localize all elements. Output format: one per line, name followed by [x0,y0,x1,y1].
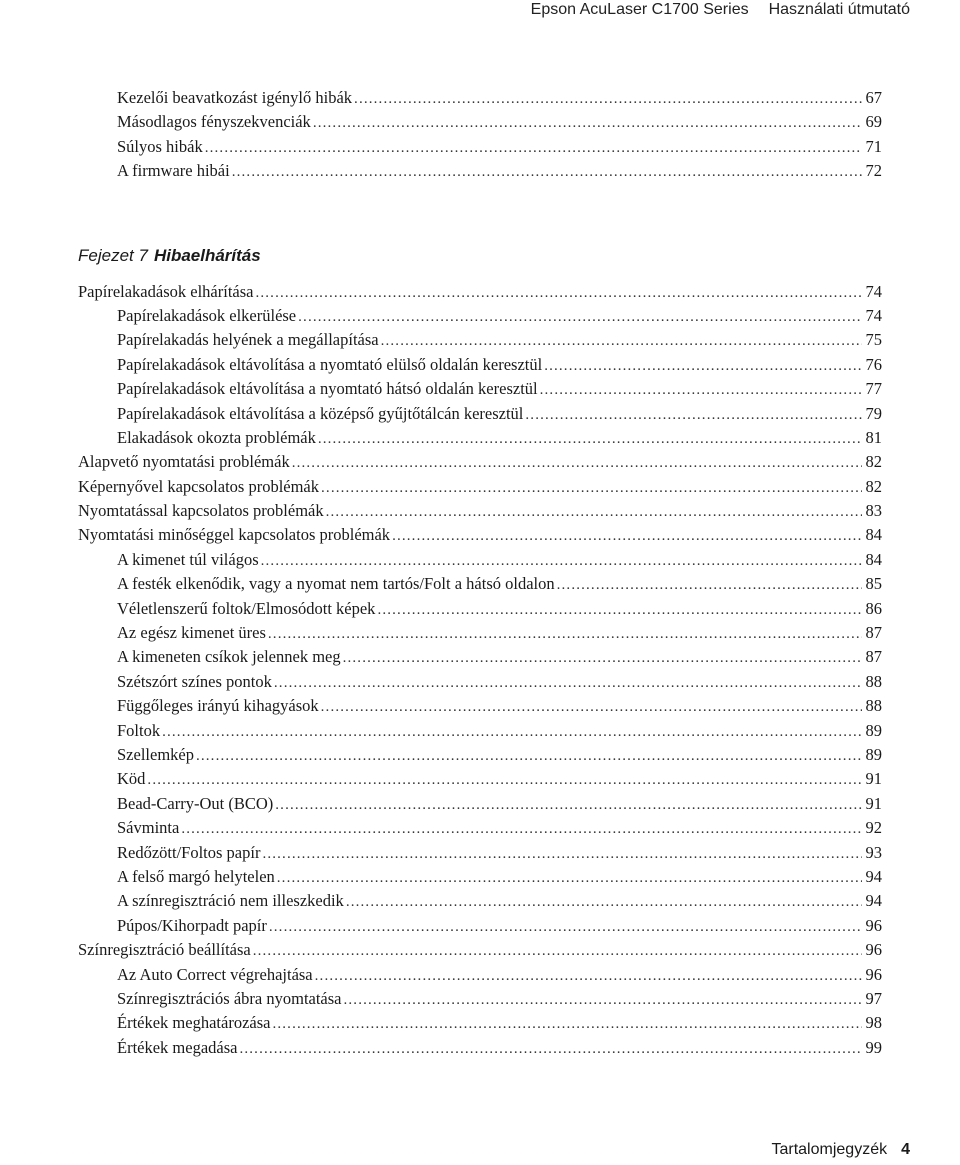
toc-entry-title: Értékek meghatározása [117,1013,271,1033]
toc-page-number: 69 [865,112,882,132]
toc-entry-title: A felső margó helytelen [117,866,275,886]
toc-page-number: 94 [865,891,882,911]
toc-dot-leader [544,354,862,378]
toc-subsection-entry[interactable] [0,304,960,328]
toc-page-number: 75 [865,330,882,350]
page-footer [771,1141,910,1159]
toc-dot-leader [392,524,862,548]
toc-entry-title: Köd [117,769,146,789]
toc-section-entry[interactable] [0,938,960,962]
toc-page-number: 72 [865,161,882,181]
toc-entry-title: Alapvető nyomtatási problémák [78,452,290,472]
toc-page-number: 83 [865,501,882,521]
toc-entry-title: Súlyos hibák [117,136,203,156]
toc-dot-leader [318,427,862,451]
toc-subsection-entry[interactable] [0,719,960,743]
toc-subsection-entry[interactable] [0,328,960,352]
toc-subsection-entry[interactable] [0,865,960,889]
toc-dot-leader [262,842,862,866]
toc-subsection-entry[interactable] [0,426,960,450]
chapter-title: Hibaelhárítás [153,245,261,265]
toc-subsection-entry[interactable] [0,1036,960,1060]
toc-subsection-entry[interactable] [0,694,960,718]
toc-page-number: 85 [865,574,882,594]
chapter-label: Fejezet 7 [78,245,148,265]
toc-entry-title: Nyomtatással kapcsolatos problémák [78,501,324,521]
toc-page-number: 87 [865,623,882,643]
toc-entry-title: Színregisztráció beállítása [78,940,251,960]
toc-dot-leader [377,598,862,622]
header-product-name: Epson AcuLaser C1700 Series [530,1,749,18]
toc-subsection-entry[interactable] [0,816,960,840]
toc-page-number: 82 [865,476,882,496]
toc-section-entry[interactable] [0,499,960,523]
toc-dot-leader [354,87,862,111]
toc-subsection-entry[interactable] [0,597,960,621]
toc-section-entry[interactable] [0,475,960,499]
toc-entry-title: Foltok [117,720,161,740]
toc-subsection-entry[interactable] [0,353,960,377]
running-header [531,0,910,24]
toc-entry-title: Képernyővel kapcsolatos problémák [78,476,320,496]
toc-entry-title: Másodlagos fényszekvenciák [117,112,311,132]
toc-section-entry[interactable] [0,450,960,474]
toc-entry-title: Papírelakadások eltávolítása a középső gyűjtőtálcán keresztül [117,403,524,423]
toc-page-number: 89 [865,720,882,740]
toc-subsection-entry[interactable] [0,402,960,426]
toc-dot-leader [346,890,862,914]
toc-entry-title: Sávminta [117,818,180,838]
toc-page-number: 67 [865,88,882,107]
toc-page-number: 84 [865,549,882,569]
toc-dot-leader [147,768,862,792]
toc-page-number: 92 [865,818,882,838]
toc-subsection-entry[interactable] [0,548,960,572]
toc-entry-title: Kezelői beavatkozást igénylő hibák [117,88,353,107]
toc-dot-leader [292,451,862,475]
toc-page-number: 84 [865,525,882,545]
toc-dot-leader [255,281,862,305]
toc-dot-leader [277,866,862,890]
toc-dot-leader [321,695,862,719]
toc-subsection-entry[interactable] [0,377,960,401]
toc-page-number: 71 [865,136,882,156]
toc-subsection-entry[interactable] [0,767,960,791]
toc-page-number: 99 [865,1037,882,1057]
toc-entry-title: Színregisztrációs ábra nyomtatása [117,988,342,1008]
toc-entry-title: Szellemkép [117,744,194,764]
toc-dot-leader [557,573,862,597]
toc-subsection-entry[interactable] [0,743,960,767]
toc-dot-leader [315,964,862,988]
toc-dot-leader [313,111,862,135]
toc-dot-leader [162,720,862,744]
toc-page-number: 74 [865,281,882,301]
toc-dot-leader [343,646,862,670]
toc-dot-leader [196,744,862,768]
toc-subsection-entry[interactable] [0,621,960,645]
footer-page-number: 4 [901,1141,910,1158]
toc-page-number: 88 [865,696,882,716]
toc-subsection-entry[interactable] [0,963,960,987]
toc-entry-title: Papírelakadások elhárítása [78,281,254,301]
toc-chapter-heading[interactable] [0,184,960,280]
toc-page-number: 97 [865,988,882,1008]
toc-subsection-entry[interactable] [0,889,960,913]
toc-page-number: 96 [865,940,882,960]
toc-dot-leader [326,500,862,524]
toc-dot-leader [525,403,862,427]
toc-entry-title: A kimeneten csíkok jelennek meg [117,647,341,667]
toc-section-entry[interactable] [0,523,960,547]
toc-dot-leader [272,1012,862,1036]
toc-page-number: 91 [865,769,882,789]
toc-page-number: 82 [865,452,882,472]
table-of-contents [0,86,960,1060]
toc-subsection-entry[interactable] [0,841,960,865]
toc-entry-title: Függőleges irányú kihagyások [117,696,319,716]
toc-entry-title: Papírelakadás helyének a megállapítása [117,330,379,350]
toc-page-number: 88 [865,671,882,691]
toc-subsection-entry[interactable] [0,792,960,816]
toc-subsection-entry[interactable] [0,670,960,694]
toc-page-number: 98 [865,1013,882,1033]
toc-page-number: 74 [865,305,882,325]
toc-entry-title: Papírelakadások eltávolítása a nyomtató elülső oldalán keresztül [117,354,543,374]
toc-dot-leader [298,305,862,329]
toc-subsection-entry[interactable] [0,110,960,134]
toc-section-entry[interactable] [0,280,960,304]
toc-entry-title: Bead-Carry-Out (BCO) [117,793,274,813]
toc-page-number: 86 [865,598,882,618]
toc-dot-leader [274,671,862,695]
toc-subsection-entry[interactable] [0,572,960,596]
toc-dot-leader [261,549,862,573]
toc-entry-title: A kimenet túl világos [117,549,259,569]
toc-page-number: 76 [865,354,882,374]
toc-entry-title: Szétszórt színes pontok [117,671,272,691]
toc-dot-leader [181,817,862,841]
toc-subsection-entry[interactable] [0,86,960,110]
toc-page-number: 89 [865,744,882,764]
footer-section-title: Tartalomjegyzék [771,1141,888,1158]
toc-subsection-entry[interactable] [0,159,960,183]
toc-entry-title: A festék elkenődik, vagy a nyomat nem tartós/Folt a hátsó oldalon [117,574,555,594]
toc-page-number: 91 [865,793,882,813]
toc-entry-title: Értékek megadása [117,1037,238,1057]
toc-page-number: 81 [865,427,882,447]
toc-subsection-entry[interactable] [0,645,960,669]
toc-dot-leader [269,915,862,939]
toc-entry-title: Az egész kimenet üres [117,623,266,643]
toc-entry-title: Elakadások okozta problémák [117,427,316,447]
toc-entry-title: A színregisztráció nem illeszkedik [117,891,344,911]
toc-dot-leader [344,988,863,1012]
toc-page-number: 93 [865,842,882,862]
toc-page-number: 96 [865,964,882,984]
toc-dot-leader [253,939,862,963]
toc-dot-leader [321,476,862,500]
toc-entry-title: A firmware hibái [117,161,230,181]
toc-entry-title: Az Auto Correct végrehajtása [117,964,313,984]
toc-dot-leader [268,622,862,646]
toc-page-number: 87 [865,647,882,667]
toc-entry-title: Púpos/Kihorpadt papír [117,915,267,935]
toc-page-number: 77 [865,379,882,399]
toc-dot-leader [381,329,862,353]
toc-dot-leader [540,378,862,402]
toc-entry-title: Papírelakadások elkerülése [117,305,297,325]
toc-entry-title: Redőzött/Foltos papír [117,842,261,862]
toc-dot-leader [232,160,862,184]
toc-subsection-entry[interactable] [0,1011,960,1035]
toc-subsection-entry[interactable] [0,135,960,159]
toc-dot-leader [205,136,862,160]
toc-entry-title: Papírelakadások eltávolítása a nyomtató hátsó oldalán keresztül [117,379,538,399]
toc-page-number: 79 [865,403,882,423]
header-document-title: Használati útmutató [768,1,910,18]
toc-entry-title: Véletlenszerű foltok/Elmosódott képek [117,598,376,618]
toc-entry-title: Nyomtatási minőséggel kapcsolatos problémák [78,525,391,545]
toc-page-number: 96 [865,915,882,935]
toc-subsection-entry[interactable] [0,987,960,1011]
toc-dot-leader [275,793,862,817]
toc-dot-leader [239,1037,862,1061]
toc-subsection-entry[interactable] [0,914,960,938]
toc-page-number: 94 [865,866,882,886]
